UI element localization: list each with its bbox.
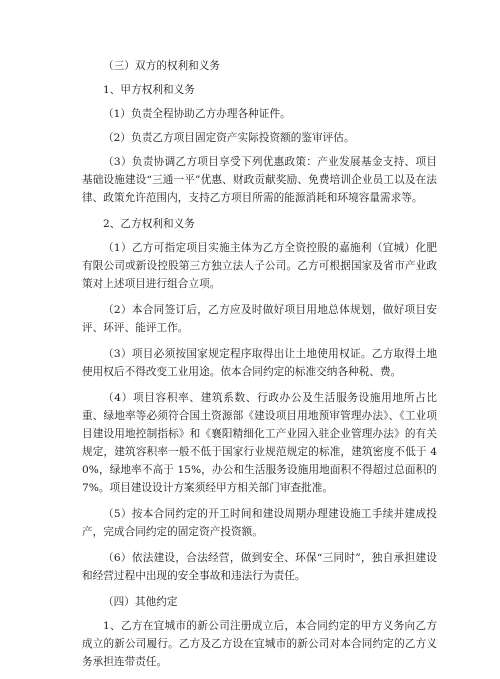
- party-a-clause-2: （2）负责乙方项目固定资产实际投资额的鉴审评估。: [103, 132, 355, 144]
- party-b-clause-5: （5）按本合同约定的开工时间和建设周期办理建设施工手续并建成投产，完成合同约定的固定资产投资额。: [82, 508, 437, 538]
- party-a-clause-1: （1）负责全程协助乙方办理各种证件。: [103, 108, 291, 120]
- party-b-clause-2: （2）本合同签订后，乙方应及时做好项目用地总体规划，做好项目安评、环评、能评工作。: [82, 304, 437, 334]
- document-body: [82, 57, 437, 679]
- party-b-clause-1: （1）乙方可指定项目实施主体为乙方全资控股的嘉施利（宜城）化肥有限公司或新设控股第三方独立法人子公司。乙方可根据国家及省市产业政策对上述项目进行组合立项。: [82, 242, 437, 290]
- section-heading-other-terms: （四）其他约定: [103, 596, 178, 608]
- party-b-clause-6: （6）依法建设，合法经营，做到安全、环保“三同时”，独自承担建设和经营过程中出现的安全事故和违法行为责任。: [82, 552, 437, 582]
- section-heading-rights-obligations: （三）双方的权利和义务: [103, 60, 221, 72]
- party-b-clause-3: （3）项目必须按国家规定程序取得出让土地使用权证。乙方取得土地使用权后不得改变工业用途。依本合同约定的标准交纳各种税、费。: [82, 348, 437, 378]
- subheading-party-a: 1、甲方权利和义务: [103, 84, 195, 96]
- subheading-party-b: 2、乙方权利和义务: [103, 218, 195, 230]
- party-a-clause-3: （3）负责协调乙方项目享受下列优惠政策：产业发展基金支持、项目基础设施建设“三通一平”优惠、财政贡献奖励、免费培训企业员工以及在法律、政策允许范围内，支持乙方项目所需的能源消耗和环境容量需求等。: [82, 156, 437, 204]
- other-terms-clause-1: 1、乙方在宜城市的新公司注册成立后，本合同约定的甲方义务向乙方成立的新公司履行。乙方及乙方设在宜城市的新公司对本合同约定的乙方义务承担连带责任。: [82, 620, 437, 668]
- party-b-clause-4: （4）项目容积率、建筑系数、行政办公及生活服务设施用地所占比重、绿地率等必须符合国土资源部《建设项目用地预审管理办法》、《工业项目建设用地控制指标》和《襄阳精细化工产业园入驻企业管理办法》的有关规定，建筑容积率一般不低于国家行业规范规定的标准，建筑密度不低于 40%，绿地率不高于 15%，办公和生活服务设施用地面积不得超过总面积的 7%。项目建设设计方案须经甲方相关部门审查批准。: [82, 392, 437, 494]
